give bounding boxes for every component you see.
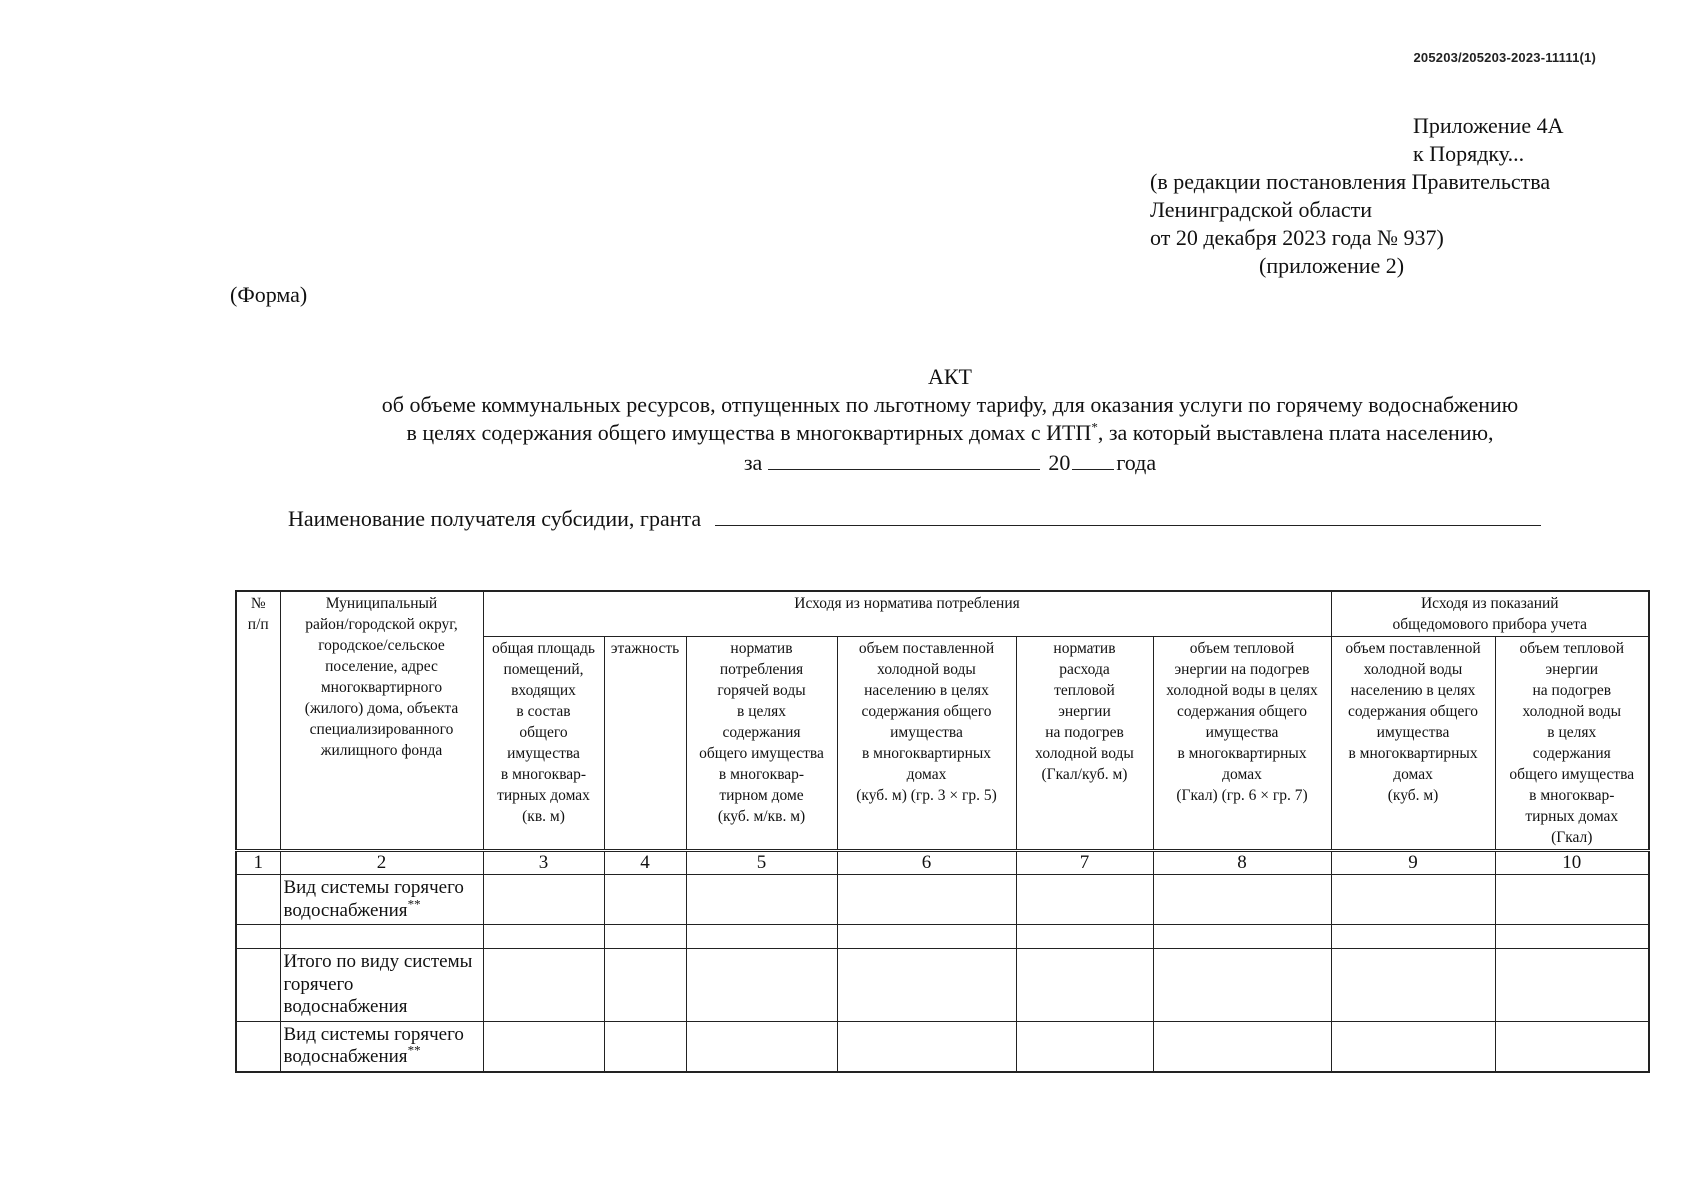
table-cell[interactable] bbox=[1331, 1021, 1495, 1072]
table-cell[interactable] bbox=[604, 875, 686, 925]
table-cell[interactable] bbox=[837, 1021, 1016, 1072]
table-cell[interactable] bbox=[236, 875, 280, 925]
table-cell[interactable] bbox=[483, 949, 604, 1022]
row-label-system-type: Вид системы горячего водоснабжения** bbox=[280, 875, 483, 925]
table-cell[interactable] bbox=[604, 925, 686, 949]
appendix-line: Ленинградской области bbox=[1150, 197, 1372, 222]
header-col-7: норматив расхода тепловой энергии на подогрев холодной воды (Гкал/куб. м) bbox=[1016, 637, 1153, 851]
table-cell[interactable] bbox=[1016, 875, 1153, 925]
row-label-system-type: Вид системы горячего водоснабжения** bbox=[280, 1021, 483, 1072]
header-group-meter: Исходя из показаний общедомового прибора учета bbox=[1331, 591, 1649, 637]
table-cell[interactable] bbox=[686, 875, 837, 925]
column-number-row bbox=[236, 851, 1649, 875]
column-number: 10 bbox=[1495, 851, 1649, 875]
column-number: 5 bbox=[686, 851, 837, 875]
year-blank-field[interactable] bbox=[1072, 451, 1114, 470]
column-number: 4 bbox=[604, 851, 686, 875]
appendix-line: (приложение 2) bbox=[1259, 253, 1405, 278]
column-number: 1 bbox=[236, 851, 280, 875]
table-cell[interactable] bbox=[1016, 949, 1153, 1022]
appendix-line: (в редакции постановления Правительства bbox=[1150, 169, 1551, 194]
document-title-line: в целях содержания общего имущества в многоквартирных домах с ИТП*, за который выставлена плата населению, bbox=[406, 419, 1494, 445]
period-suffix: года bbox=[1116, 450, 1157, 475]
period-prefix: за bbox=[743, 450, 763, 475]
footnote-mark: ** bbox=[407, 1042, 421, 1058]
column-number: 3 bbox=[483, 851, 604, 875]
table-cell[interactable] bbox=[483, 925, 604, 949]
recipient-blank-field[interactable] bbox=[715, 505, 1541, 526]
table-cell[interactable] bbox=[604, 949, 686, 1022]
table-cell[interactable] bbox=[236, 949, 280, 1022]
form-label: (Форма) bbox=[230, 282, 308, 307]
recipient-line bbox=[288, 505, 1541, 532]
header-num: № п/п bbox=[236, 591, 280, 851]
period-blank-field[interactable] bbox=[768, 451, 1040, 470]
header-col-6: объем поставленной холодной воды населению в целях содержания общего имущества в многоквартирных домах (куб. м) (гр. 3 × гр. 5) bbox=[837, 637, 1016, 851]
header-col-5: норматив потребления горячей воды в целях содержания общего имущества в многоквар- тирном доме (куб. м/кв. м) bbox=[686, 637, 837, 851]
table-cell[interactable] bbox=[236, 925, 280, 949]
column-number: 6 bbox=[837, 851, 1016, 875]
table-cell[interactable] bbox=[1153, 1021, 1331, 1072]
header-group-norm: Исходя из норматива потребления bbox=[483, 591, 1331, 637]
table-cell[interactable] bbox=[686, 1021, 837, 1072]
document-heading: АКТ bbox=[928, 364, 972, 389]
header-col-4: этажность bbox=[604, 637, 686, 851]
period-line bbox=[230, 449, 1670, 477]
table-cell[interactable] bbox=[686, 949, 837, 1022]
table-row bbox=[236, 1021, 1649, 1072]
act-table bbox=[235, 590, 1650, 1073]
table-cell[interactable] bbox=[1495, 875, 1649, 925]
table-cell[interactable] bbox=[236, 1021, 280, 1072]
table-cell[interactable] bbox=[1016, 1021, 1153, 1072]
appendix-line: Приложение 4А bbox=[1413, 113, 1564, 138]
header-address: Муниципальный район/городской округ, городское/сельское поселение, адрес многоквартирного (жилого) дома, объекта специализированного жилищного фонда bbox=[280, 591, 483, 851]
table-cell[interactable] bbox=[1331, 875, 1495, 925]
row-label-total: Итого по виду системы горячего водоснабжения bbox=[280, 949, 483, 1022]
recipient-label: Наименование получателя субсидии, гранта bbox=[288, 506, 702, 531]
table-cell[interactable] bbox=[1016, 925, 1153, 949]
table-cell[interactable] bbox=[1153, 949, 1331, 1022]
table-row bbox=[236, 875, 1649, 925]
table-cell[interactable] bbox=[1495, 925, 1649, 949]
document-title-block bbox=[230, 363, 1670, 477]
header-col-3: общая площадь помещений, входящих в состав общего имущества в многоквар- тирных домах (кв. м) bbox=[483, 637, 604, 851]
table-cell[interactable] bbox=[837, 925, 1016, 949]
appendix-line: к Порядку... bbox=[1413, 141, 1525, 166]
footnote-mark: * bbox=[1091, 419, 1098, 435]
table-cell[interactable] bbox=[483, 1021, 604, 1072]
footnote-mark: ** bbox=[407, 896, 421, 912]
table-cell[interactable] bbox=[604, 1021, 686, 1072]
table-cell[interactable] bbox=[686, 925, 837, 949]
table-cell[interactable] bbox=[483, 875, 604, 925]
table-cell[interactable] bbox=[837, 949, 1016, 1022]
table-cell[interactable] bbox=[1495, 949, 1649, 1022]
table-cell[interactable] bbox=[1153, 875, 1331, 925]
period-year-prefix: 20 bbox=[1048, 450, 1071, 475]
table-row bbox=[236, 925, 1649, 949]
column-number: 8 bbox=[1153, 851, 1331, 875]
column-number: 2 bbox=[280, 851, 483, 875]
table-cell[interactable] bbox=[1153, 925, 1331, 949]
table-row bbox=[236, 949, 1649, 1022]
column-number: 9 bbox=[1331, 851, 1495, 875]
header-row-groups bbox=[236, 591, 1649, 637]
header-col-9: объем поставленной холодной воды населению в целях содержания общего имущества в многоквартирных домах (куб. м) bbox=[1331, 637, 1495, 851]
table-cell[interactable] bbox=[280, 925, 483, 949]
header-col-8: объем тепловой энергии на подогрев холодной воды в целях содержания общего имущества в многоквартирных домах (Гкал) (гр. 6 × гр. 7) bbox=[1153, 637, 1331, 851]
table-cell[interactable] bbox=[837, 875, 1016, 925]
header-col-10: объем тепловой энергии на подогрев холодной воды в целях содержания общего имущества в многоквар- тирных домах (Гкал) bbox=[1495, 637, 1649, 851]
table-cell[interactable] bbox=[1495, 1021, 1649, 1072]
column-number: 7 bbox=[1016, 851, 1153, 875]
table-cell[interactable] bbox=[1331, 949, 1495, 1022]
table-cell[interactable] bbox=[1331, 925, 1495, 949]
document-id: 205203/205203-2023-11111(1) bbox=[1413, 50, 1596, 65]
appendix-block bbox=[1150, 112, 1630, 280]
document-title-line: об объеме коммунальных ресурсов, отпущенных по льготному тарифу, для оказания услуги по горячему водоснабжению bbox=[381, 392, 1519, 417]
appendix-line: от 20 декабря 2023 года № 937) bbox=[1150, 225, 1444, 250]
